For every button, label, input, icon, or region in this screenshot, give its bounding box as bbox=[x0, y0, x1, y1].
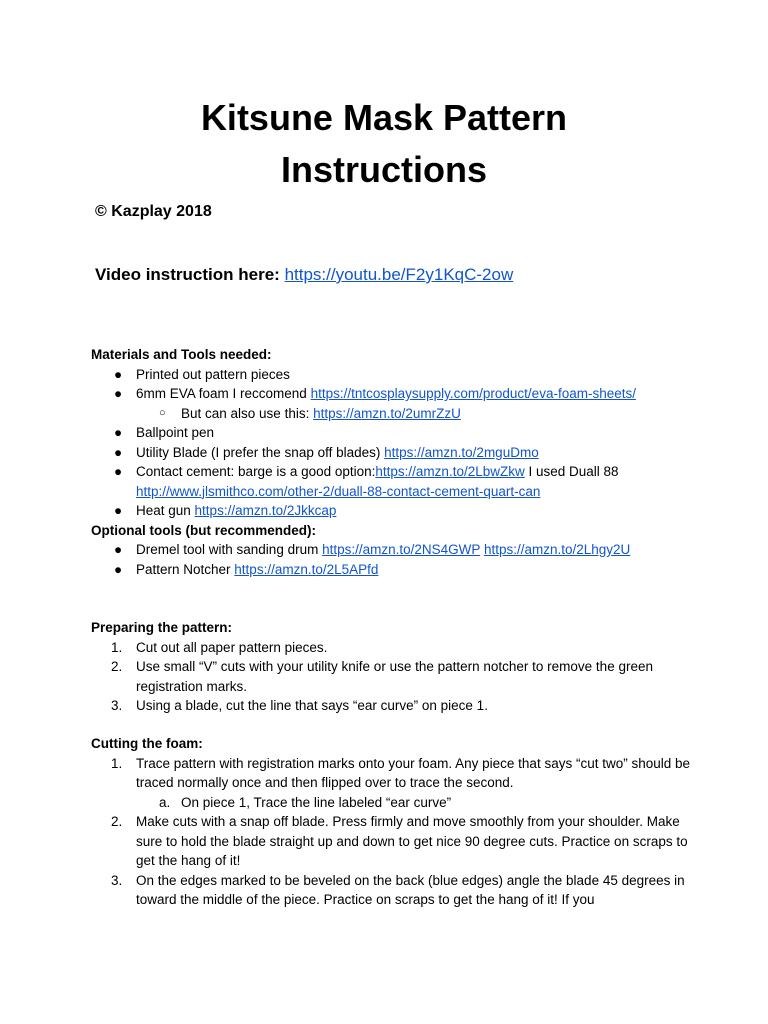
list-letter: a. bbox=[159, 794, 171, 810]
bullet-icon: ● bbox=[114, 503, 123, 518]
list-item-text: Using a blade, cut the line that says “ear curve” on piece 1. bbox=[136, 698, 488, 713]
duall-cement-link[interactable]: http://www.jlsmithco.com/other-2/duall-88-contact-cement-quart-can bbox=[136, 483, 541, 499]
list-item bbox=[91, 871, 696, 910]
list-number: 3. bbox=[111, 698, 123, 713]
optional-list bbox=[91, 540, 696, 579]
copyright-notice: © Kazplay 2018 bbox=[95, 203, 212, 220]
list-item-text: On the edges marked to be beveled on the back (blue edges) angle the blade 45 degrees in toward the middle of the piece. Practice on scraps to get the hang of it! If you bbox=[136, 872, 685, 907]
cutting-heading: Cutting the foam: bbox=[91, 736, 203, 751]
page-title-line-2: Instructions bbox=[280, 149, 487, 190]
list-item-text: I used Duall 88 bbox=[524, 464, 619, 479]
dremel-link-1[interactable]: https://amzn.to/2NS4GWP bbox=[322, 542, 481, 557]
alt-foam-link[interactable]: https://amzn.to/2umrZzU bbox=[313, 405, 461, 421]
list-subitem bbox=[91, 404, 696, 424]
preparing-heading: Preparing the pattern: bbox=[91, 620, 233, 635]
list-item bbox=[91, 812, 696, 871]
utility-blade-link[interactable]: https://amzn.to/2mguDmo bbox=[384, 444, 539, 460]
preparing-list bbox=[91, 638, 696, 716]
list-item-text: Use small “V” cuts with your utility knife or use the pattern notcher to remove the green registration marks. bbox=[136, 659, 653, 694]
bullet-icon: ● bbox=[114, 386, 123, 401]
list-item-text: On piece 1, Trace the line labeled “ear curve” bbox=[181, 794, 452, 810]
hollow-bullet-icon: ○ bbox=[159, 406, 166, 419]
list-item bbox=[91, 462, 696, 501]
list-item-text: Ballpoint pen bbox=[136, 425, 215, 440]
list-item bbox=[91, 423, 696, 443]
list-item bbox=[91, 501, 696, 521]
materials-list bbox=[91, 365, 696, 521]
list-item-text: Utility Blade (I prefer the snap off blades) bbox=[136, 444, 385, 460]
video-instruction bbox=[95, 263, 513, 287]
materials-section bbox=[91, 345, 696, 579]
list-number: 2. bbox=[111, 814, 123, 829]
video-label: Video instruction here: bbox=[95, 265, 280, 284]
list-item bbox=[91, 443, 696, 463]
cutting-section bbox=[91, 734, 696, 910]
list-item-text: Heat gun bbox=[136, 503, 195, 518]
preparing-section bbox=[91, 618, 696, 716]
list-number: 1. bbox=[111, 639, 123, 655]
pattern-notcher-link[interactable]: https://amzn.to/2L5APfd bbox=[234, 561, 379, 577]
bullet-icon: ● bbox=[114, 425, 123, 440]
video-link[interactable]: https://youtu.be/F2y1KqC-2ow bbox=[284, 265, 514, 284]
list-item-text: Trace pattern with registration marks onto your foam. Any piece that says “cut two” should be traced normally once and then flipped over to trace the second. bbox=[136, 755, 691, 790]
list-number: 3. bbox=[111, 872, 123, 888]
list-item-text: 6mm EVA foam I reccomend bbox=[136, 386, 311, 401]
list-item bbox=[91, 657, 696, 696]
barge-cement-link[interactable]: https://amzn.to/2LbwZkw bbox=[375, 464, 525, 479]
list-item bbox=[91, 638, 696, 658]
list-item bbox=[91, 560, 696, 580]
list-item bbox=[91, 384, 696, 404]
list-item-text: Pattern Notcher bbox=[136, 561, 235, 577]
bullet-icon: ● bbox=[114, 561, 123, 577]
bullet-icon: ● bbox=[114, 542, 123, 557]
dremel-link-2[interactable]: https://amzn.to/2Lhgy2U bbox=[483, 542, 631, 557]
bullet-icon: ● bbox=[114, 444, 123, 460]
list-item bbox=[91, 696, 696, 716]
list-number: 2. bbox=[111, 659, 123, 674]
cutting-list bbox=[91, 754, 696, 910]
list-item-text: Printed out pattern pieces bbox=[136, 366, 290, 382]
list-number: 1. bbox=[111, 755, 123, 771]
list-subitem bbox=[91, 793, 696, 813]
heat-gun-link[interactable]: https://amzn.to/2Jkkcap bbox=[194, 503, 337, 518]
eva-foam-link[interactable]: https://tntcosplaysupply.com/product/eva-foam-sheets/ bbox=[310, 386, 636, 401]
bullet-icon: ● bbox=[114, 464, 123, 479]
bullet-icon: ● bbox=[114, 366, 123, 382]
list-item-text: Cut out all paper pattern pieces. bbox=[136, 639, 328, 655]
list-item-text: Dremel tool with sanding drum bbox=[136, 542, 323, 557]
list-item bbox=[91, 540, 696, 560]
list-item bbox=[91, 754, 696, 793]
list-item-text: But can also use this: bbox=[181, 405, 314, 421]
optional-heading: Optional tools (but recommended): bbox=[91, 522, 316, 538]
materials-heading: Materials and Tools needed: bbox=[91, 347, 272, 362]
page-title-line-1: Kitsune Mask Pattern bbox=[200, 97, 568, 138]
list-item bbox=[91, 365, 696, 385]
list-item-text: Make cuts with a snap off blade. Press firmly and move smoothly from your shoulder. Make sure to hold the blade straight up and down to get nice 90 degree cuts. Practice on scraps to get the hang of it! bbox=[136, 814, 688, 868]
list-item-text: Contact cement: barge is a good option: bbox=[136, 464, 376, 479]
